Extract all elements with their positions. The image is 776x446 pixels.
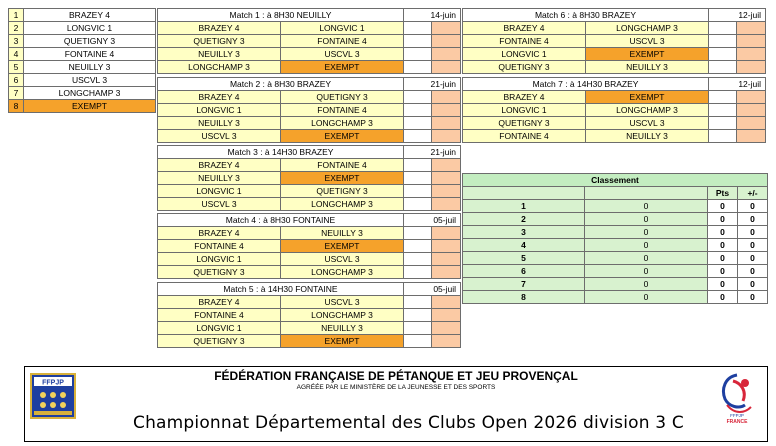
pts-cell: 0 xyxy=(708,265,738,278)
away-team: NEUILLY 3 xyxy=(586,61,709,74)
home-team: QUETIGNY 3 xyxy=(158,35,281,48)
team-row xyxy=(9,100,156,113)
home-team: QUETIGNY 3 xyxy=(463,61,586,74)
away-score-cell[interactable] xyxy=(737,130,766,143)
home-team: FONTAINE 4 xyxy=(158,309,281,322)
away-team: FONTAINE 4 xyxy=(281,35,404,48)
home-team: NEUILLY 3 xyxy=(158,117,281,130)
away-team: EXEMPT xyxy=(281,61,404,74)
match-row xyxy=(158,130,461,143)
team-row xyxy=(9,35,156,48)
team-name: LONGCHAMP 3 xyxy=(24,87,156,100)
match-row xyxy=(463,48,766,61)
home-score-cell[interactable] xyxy=(404,322,432,335)
away-score-cell[interactable] xyxy=(432,91,461,104)
away-team: FONTAINE 4 xyxy=(281,159,404,172)
classement-row xyxy=(463,291,768,304)
rank-cell: 6 xyxy=(463,265,585,278)
match-row xyxy=(158,240,461,253)
match-title: Match 5 : à 14H30 FONTAINE xyxy=(158,283,404,296)
home-team: QUETIGNY 3 xyxy=(463,117,586,130)
home-team: FONTAINE 4 xyxy=(463,35,586,48)
pts-header: Pts xyxy=(708,187,738,200)
away-score-cell[interactable] xyxy=(737,35,766,48)
away-score-cell[interactable] xyxy=(432,266,461,279)
match-row xyxy=(158,22,461,35)
match-row xyxy=(158,335,461,348)
away-team: NEUILLY 3 xyxy=(281,227,404,240)
match-block xyxy=(157,213,461,279)
home-score-cell[interactable] xyxy=(404,117,432,130)
match-row xyxy=(463,117,766,130)
home-score-cell[interactable] xyxy=(404,48,432,61)
team-cell: 0 xyxy=(585,291,708,304)
team-name: QUETIGNY 3 xyxy=(24,35,156,48)
away-score-cell[interactable] xyxy=(432,172,461,185)
home-score-cell[interactable] xyxy=(404,22,432,35)
federation-subtitle: AGRÉÉE PAR LE MINISTÈRE DE LA JEUNESSE ET DES SPORTS xyxy=(296,384,496,391)
match-row xyxy=(158,309,461,322)
match-row xyxy=(158,104,461,117)
away-team: EXEMPT xyxy=(281,130,404,143)
home-score-cell[interactable] xyxy=(404,130,432,143)
home-team: LONGVIC 1 xyxy=(158,185,281,198)
match-date: 12-juil xyxy=(709,78,766,91)
home-score-cell[interactable] xyxy=(404,172,432,185)
away-score-cell[interactable] xyxy=(737,22,766,35)
away-team: QUETIGNY 3 xyxy=(281,185,404,198)
team-number: 3 xyxy=(9,35,24,48)
federation-footer xyxy=(24,366,768,442)
championship-title: Championnat Départemental des Clubs Open 2026 division 3 C xyxy=(133,413,685,433)
match-row xyxy=(463,61,766,74)
away-team: NEUILLY 3 xyxy=(281,322,404,335)
team-cell: 0 xyxy=(585,213,708,226)
home-score-cell[interactable] xyxy=(404,61,432,74)
home-score-cell[interactable] xyxy=(709,130,737,143)
away-score-cell[interactable] xyxy=(432,309,461,322)
away-team: LONGCHAMP 3 xyxy=(586,104,709,117)
team-number: 4 xyxy=(9,48,24,61)
team-cell: 0 xyxy=(585,226,708,239)
away-score-cell[interactable] xyxy=(432,335,461,348)
team-number: 5 xyxy=(9,61,24,74)
home-score-cell[interactable] xyxy=(404,240,432,253)
home-score-cell[interactable] xyxy=(404,335,432,348)
away-team: LONGCHAMP 3 xyxy=(281,117,404,130)
away-score-cell[interactable] xyxy=(432,130,461,143)
team-row xyxy=(9,48,156,61)
classement-row xyxy=(463,213,768,226)
home-team: LONGVIC 1 xyxy=(158,322,281,335)
svg-text:FRANCE: FRANCE xyxy=(726,419,748,425)
rank-cell: 3 xyxy=(463,226,585,239)
team-cell: 0 xyxy=(585,252,708,265)
home-score-cell[interactable] xyxy=(709,22,737,35)
match-title: Match 7 : à 14H30 BRAZEY xyxy=(463,78,709,91)
match-row xyxy=(158,172,461,185)
home-team: BRAZEY 4 xyxy=(463,22,586,35)
pts-cell: 0 xyxy=(708,239,738,252)
team-row xyxy=(9,22,156,35)
rank-cell: 4 xyxy=(463,239,585,252)
team-name: NEUILLY 3 xyxy=(24,61,156,74)
team-number: 8 xyxy=(9,100,24,113)
home-score-cell[interactable] xyxy=(404,227,432,240)
team-name: USCVL 3 xyxy=(24,74,156,87)
match-title: Match 2 : à 8H30 BRAZEY xyxy=(158,78,404,91)
france-petanque-logo xyxy=(715,371,759,425)
home-score-cell[interactable] xyxy=(709,91,737,104)
match-date: 21-juin xyxy=(404,78,461,91)
team-cell: 0 xyxy=(585,265,708,278)
team-cell: 0 xyxy=(585,239,708,252)
team-number: 6 xyxy=(9,74,24,87)
diff-cell: 0 xyxy=(738,213,768,226)
match-row xyxy=(158,253,461,266)
home-team: BRAZEY 4 xyxy=(158,296,281,309)
team-row xyxy=(9,9,156,22)
away-team: USCVL 3 xyxy=(586,117,709,130)
away-team: LONGCHAMP 3 xyxy=(281,198,404,211)
home-score-cell[interactable] xyxy=(404,104,432,117)
away-team: USCVL 3 xyxy=(281,253,404,266)
home-team: NEUILLY 3 xyxy=(158,48,281,61)
classement-row xyxy=(463,239,768,252)
diff-cell: 0 xyxy=(738,265,768,278)
away-score-cell[interactable] xyxy=(432,35,461,48)
home-team: BRAZEY 4 xyxy=(463,91,586,104)
away-score-cell[interactable] xyxy=(432,48,461,61)
home-score-cell[interactable] xyxy=(404,185,432,198)
match-title: Match 3 : à 14H30 BRAZEY xyxy=(158,146,404,159)
classement-header-empty xyxy=(585,187,708,200)
team-number: 7 xyxy=(9,87,24,100)
diff-cell: 0 xyxy=(738,252,768,265)
diff-cell: 0 xyxy=(738,239,768,252)
match-block xyxy=(157,145,461,211)
diff-cell: 0 xyxy=(738,226,768,239)
match-block xyxy=(157,8,461,74)
home-score-cell[interactable] xyxy=(404,296,432,309)
away-team: QUETIGNY 3 xyxy=(281,91,404,104)
match-row xyxy=(158,227,461,240)
away-score-cell[interactable] xyxy=(737,48,766,61)
match-title: Match 1 : à 8H30 NEUILLY xyxy=(158,9,404,22)
match-date: 12-juil xyxy=(709,9,766,22)
home-team: FONTAINE 4 xyxy=(463,130,586,143)
match-row xyxy=(158,185,461,198)
match-row xyxy=(158,296,461,309)
match-row xyxy=(463,130,766,143)
away-score-cell[interactable] xyxy=(432,253,461,266)
home-team: BRAZEY 4 xyxy=(158,22,281,35)
match-row xyxy=(158,322,461,335)
pts-cell: 0 xyxy=(708,226,738,239)
match-row xyxy=(158,198,461,211)
home-team: LONGVIC 1 xyxy=(158,253,281,266)
home-team: LONGVIC 1 xyxy=(463,48,586,61)
rank-cell: 8 xyxy=(463,291,585,304)
team-number: 1 xyxy=(9,9,24,22)
away-score-cell[interactable] xyxy=(432,296,461,309)
home-team: FONTAINE 4 xyxy=(158,240,281,253)
away-score-cell[interactable] xyxy=(737,91,766,104)
match-row xyxy=(158,35,461,48)
match-row xyxy=(158,48,461,61)
home-score-cell[interactable] xyxy=(404,253,432,266)
away-team: LONGCHAMP 3 xyxy=(281,309,404,322)
home-score-cell[interactable] xyxy=(709,61,737,74)
home-team: NEUILLY 3 xyxy=(158,172,281,185)
classement-row xyxy=(463,278,768,291)
classement-row xyxy=(463,265,768,278)
classement-row xyxy=(463,226,768,239)
team-row xyxy=(9,61,156,74)
home-score-cell[interactable] xyxy=(404,309,432,322)
home-score-cell[interactable] xyxy=(709,48,737,61)
match-row xyxy=(158,159,461,172)
svg-text:FFPJP: FFPJP xyxy=(42,379,64,387)
svg-text:FFPJP: FFPJP xyxy=(730,413,744,418)
rank-cell: 7 xyxy=(463,278,585,291)
match-block xyxy=(462,8,766,74)
away-score-cell[interactable] xyxy=(737,117,766,130)
away-score-cell[interactable] xyxy=(432,185,461,198)
match-row xyxy=(463,91,766,104)
away-team: EXEMPT xyxy=(281,172,404,185)
diff-header: +/- xyxy=(738,187,768,200)
home-score-cell[interactable] xyxy=(404,198,432,211)
home-score-cell[interactable] xyxy=(404,266,432,279)
team-row xyxy=(9,74,156,87)
away-team: USCVL 3 xyxy=(281,296,404,309)
team-cell: 0 xyxy=(585,200,708,213)
away-score-cell[interactable] xyxy=(432,227,461,240)
away-team: LONGCHAMP 3 xyxy=(281,266,404,279)
teams-table xyxy=(8,8,156,113)
away-team: EXEMPT xyxy=(586,48,709,61)
match-row xyxy=(463,104,766,117)
team-cell: 0 xyxy=(585,278,708,291)
home-score-cell[interactable] xyxy=(709,35,737,48)
home-score-cell[interactable] xyxy=(404,159,432,172)
home-team: LONGVIC 1 xyxy=(158,104,281,117)
classement-table xyxy=(462,173,768,304)
home-team: USCVL 3 xyxy=(158,130,281,143)
team-number: 2 xyxy=(9,22,24,35)
classement-row xyxy=(463,252,768,265)
away-score-cell[interactable] xyxy=(432,117,461,130)
team-row xyxy=(9,87,156,100)
home-score-cell[interactable] xyxy=(709,117,737,130)
away-score-cell[interactable] xyxy=(432,159,461,172)
match-block xyxy=(462,77,766,143)
classement-header-empty xyxy=(463,187,585,200)
diff-cell: 0 xyxy=(738,200,768,213)
home-team: BRAZEY 4 xyxy=(158,227,281,240)
match-row xyxy=(158,117,461,130)
away-team: NEUILLY 3 xyxy=(586,130,709,143)
home-team: QUETIGNY 3 xyxy=(158,266,281,279)
classement-row xyxy=(463,200,768,213)
away-team: EXEMPT xyxy=(281,240,404,253)
match-date: 21-juin xyxy=(404,146,461,159)
home-team: USCVL 3 xyxy=(158,198,281,211)
match-block xyxy=(157,77,461,143)
away-team: EXEMPT xyxy=(586,91,709,104)
match-date: 05-juil xyxy=(404,214,461,227)
away-score-cell[interactable] xyxy=(432,198,461,211)
away-team: USCVL 3 xyxy=(281,48,404,61)
rank-cell: 1 xyxy=(463,200,585,213)
classement-title: Classement xyxy=(463,174,768,187)
away-score-cell[interactable] xyxy=(432,61,461,74)
rank-cell: 2 xyxy=(463,213,585,226)
away-score-cell[interactable] xyxy=(737,61,766,74)
pts-cell: 0 xyxy=(708,252,738,265)
diff-cell: 0 xyxy=(738,278,768,291)
pts-cell: 0 xyxy=(708,278,738,291)
match-date: 14-juin xyxy=(404,9,461,22)
pts-cell: 0 xyxy=(708,213,738,226)
match-row xyxy=(158,91,461,104)
match-row xyxy=(158,266,461,279)
rank-cell: 5 xyxy=(463,252,585,265)
match-title: Match 4 : à 8H30 FONTAINE xyxy=(158,214,404,227)
team-name: FONTAINE 4 xyxy=(24,48,156,61)
away-team: FONTAINE 4 xyxy=(281,104,404,117)
away-team: USCVL 3 xyxy=(586,35,709,48)
match-row xyxy=(463,35,766,48)
home-team: LONGCHAMP 3 xyxy=(158,61,281,74)
match-title: Match 6 : à 8H30 BRAZEY xyxy=(463,9,709,22)
home-team: QUETIGNY 3 xyxy=(158,335,281,348)
home-team: BRAZEY 4 xyxy=(158,91,281,104)
pts-cell: 0 xyxy=(708,291,738,304)
home-score-cell[interactable] xyxy=(709,104,737,117)
home-team: LONGVIC 1 xyxy=(463,104,586,117)
away-score-cell[interactable] xyxy=(432,104,461,117)
match-block xyxy=(157,282,461,348)
away-score-cell[interactable] xyxy=(432,322,461,335)
diff-cell: 0 xyxy=(738,291,768,304)
away-score-cell[interactable] xyxy=(432,240,461,253)
away-score-cell[interactable] xyxy=(432,22,461,35)
match-row xyxy=(463,22,766,35)
match-row xyxy=(158,61,461,74)
away-score-cell[interactable] xyxy=(737,104,766,117)
team-name: EXEMPT xyxy=(24,100,156,113)
away-team: LONGCHAMP 3 xyxy=(586,22,709,35)
home-score-cell[interactable] xyxy=(404,91,432,104)
away-team: EXEMPT xyxy=(281,335,404,348)
federation-name: FÉDÉRATION FRANÇAISE DE PÉTANQUE ET JEU PROVENÇAL xyxy=(214,369,578,383)
pts-cell: 0 xyxy=(708,200,738,213)
home-score-cell[interactable] xyxy=(404,35,432,48)
match-date: 05-juil xyxy=(404,283,461,296)
away-team: LONGVIC 1 xyxy=(281,22,404,35)
team-name: LONGVIC 1 xyxy=(24,22,156,35)
team-name: BRAZEY 4 xyxy=(24,9,156,22)
home-team: BRAZEY 4 xyxy=(158,159,281,172)
